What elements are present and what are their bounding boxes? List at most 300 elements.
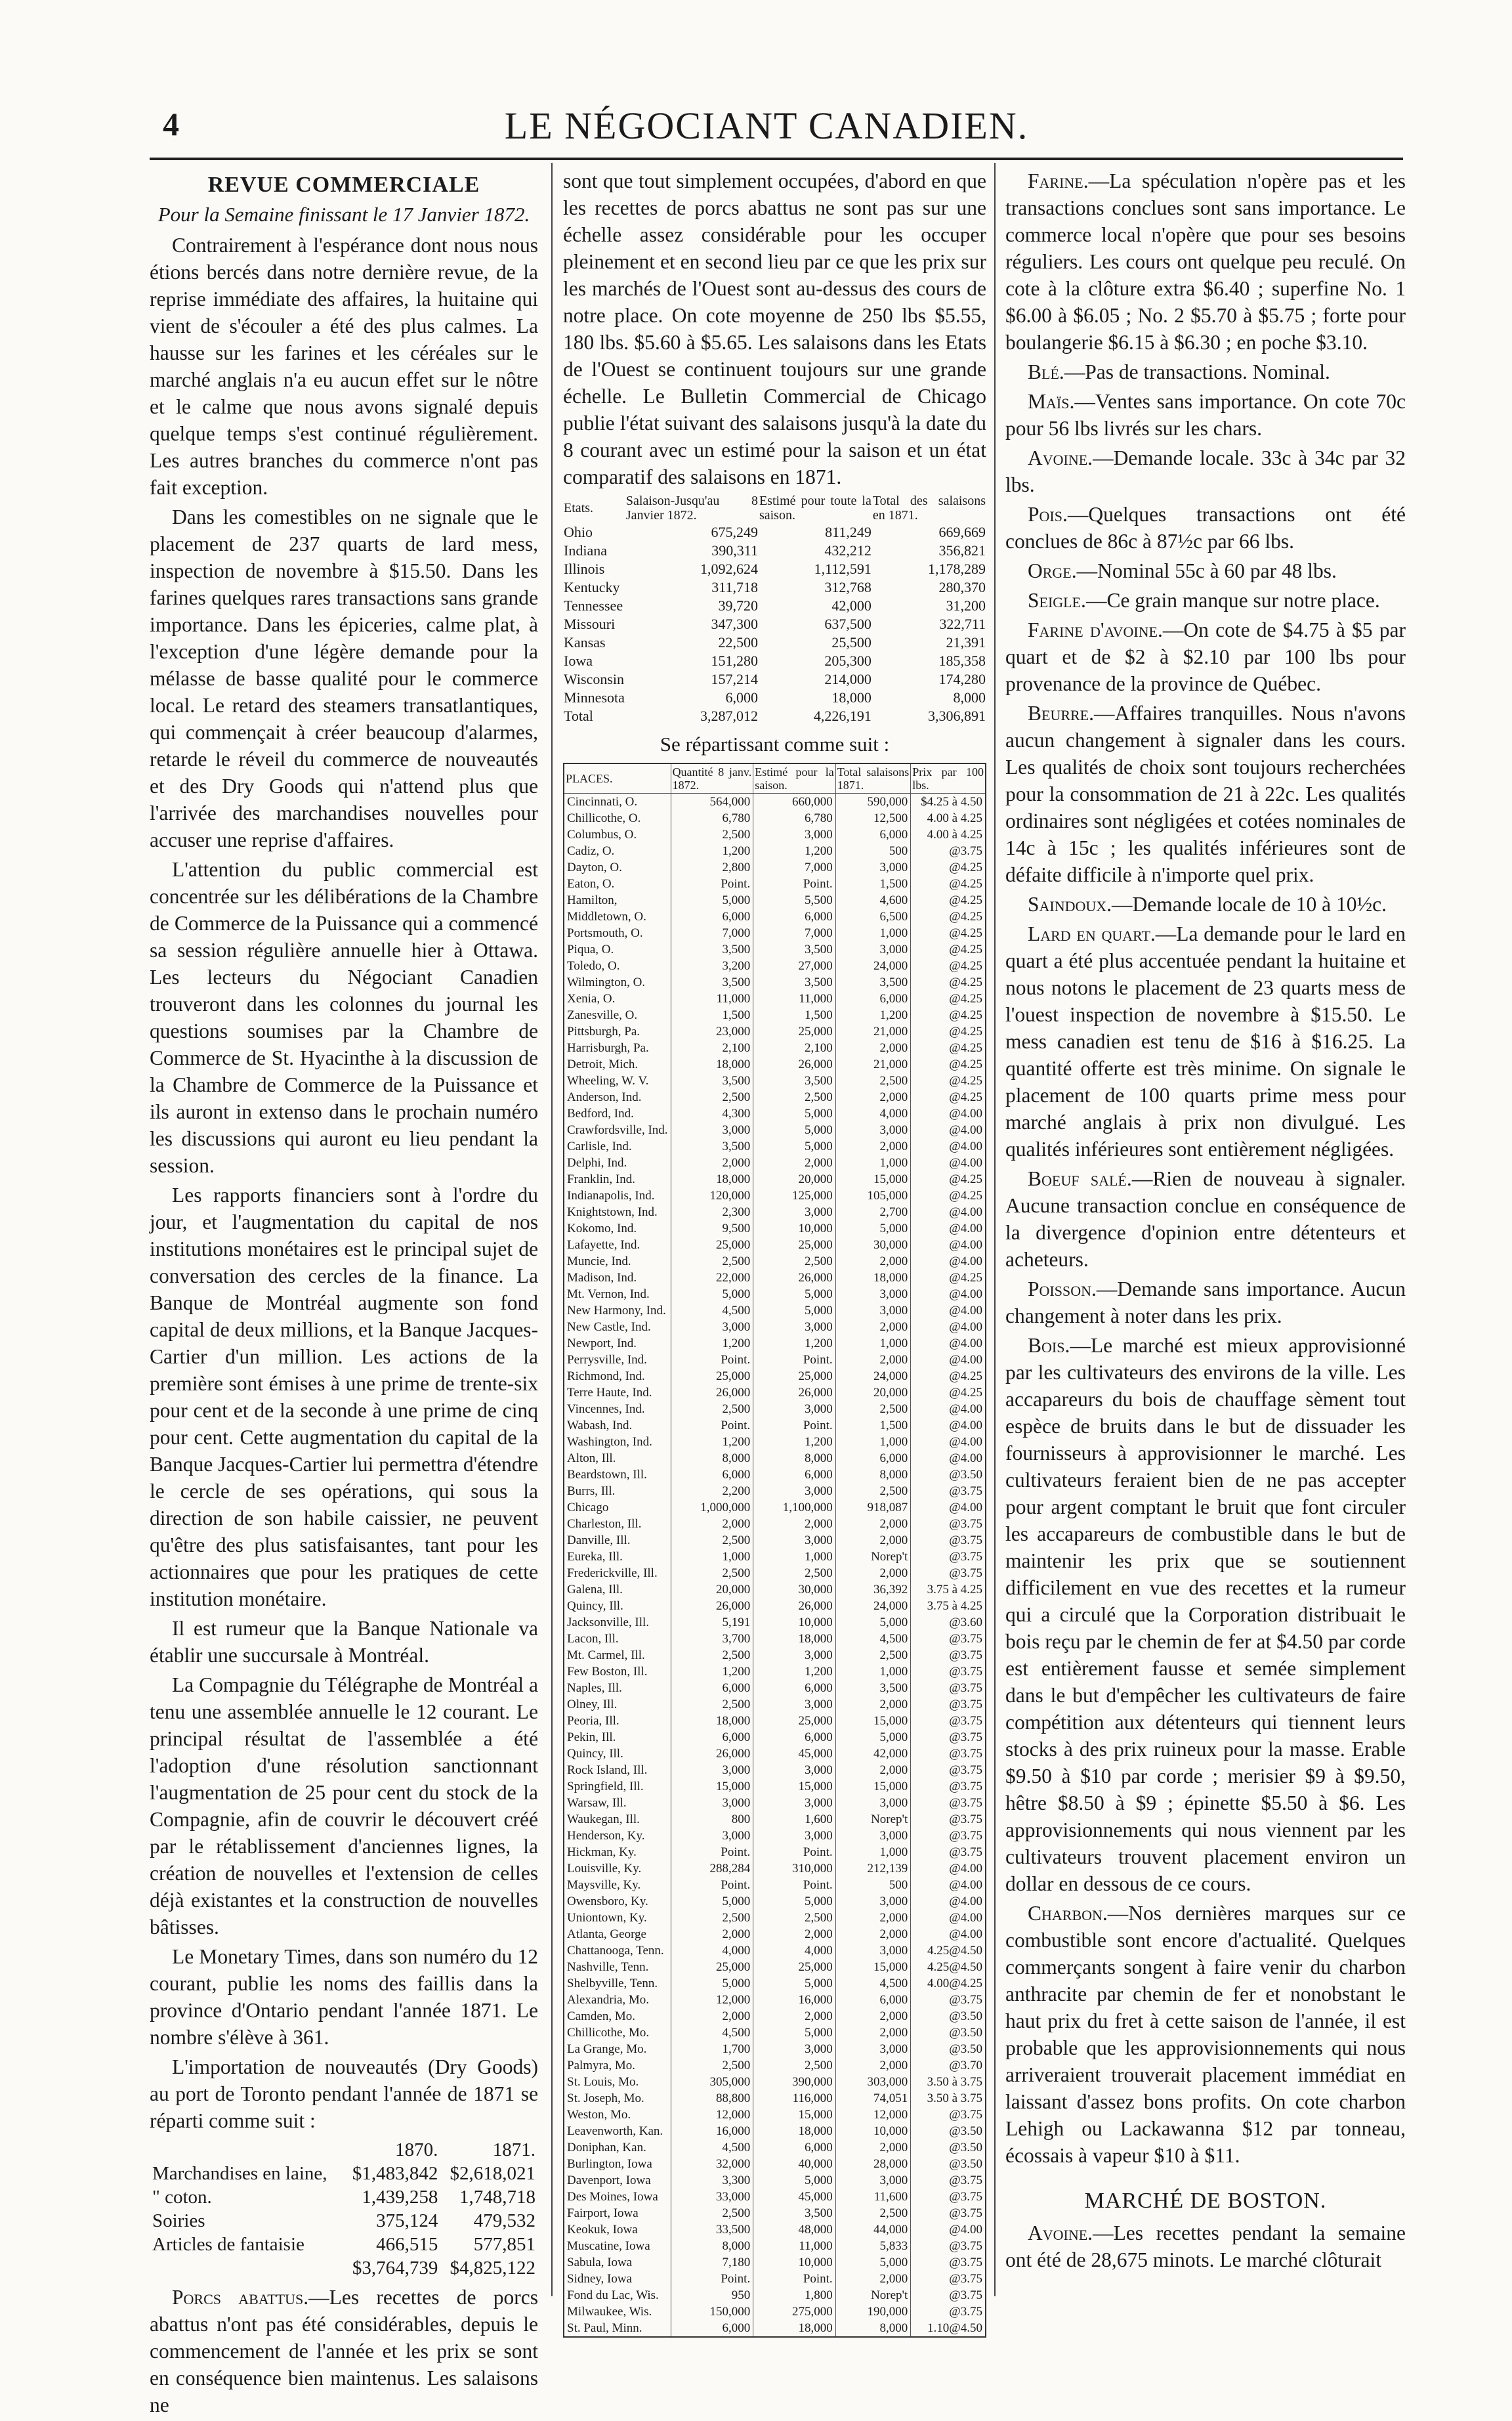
table-row [563, 633, 986, 652]
table-cell: 39,720 [718, 597, 758, 614]
table-cell: Point. [671, 876, 753, 892]
table-cell: @4.00 [911, 1926, 986, 1942]
table-row [564, 2221, 986, 2238]
table-cell: 25,000 [753, 1237, 835, 1253]
table-cell: @3.75 [911, 2254, 986, 2271]
table-cell: 6,780 [671, 810, 753, 826]
table-cell: 1,200 [671, 1335, 753, 1352]
table-cell: @4.00 [911, 1450, 986, 1467]
table-row [564, 1188, 986, 1204]
import-header [150, 2138, 343, 2162]
table-cell: @3.75 [911, 2205, 986, 2221]
table-cell: 1.10@4.50 [911, 2320, 986, 2337]
table-cell: 4.00@4.25 [911, 1975, 986, 1992]
table-cell: @3.75 [911, 1663, 986, 1680]
column-3 [1005, 167, 1406, 2276]
table-cell: 27,000 [753, 958, 835, 974]
market-text: —Pas de transactions. Nominal. [1064, 360, 1330, 383]
table-cell: @3.75 [911, 1762, 986, 1778]
table-cell: 10,000 [753, 1220, 835, 1237]
market-lead: Maïs. [1028, 390, 1075, 413]
market-lead: Orge. [1028, 559, 1077, 582]
table-cell: 15,000 [671, 1778, 753, 1795]
table-cell: 500 [835, 1877, 911, 1893]
table-cell: Perrysville, Ind. [564, 1352, 671, 1368]
table-cell: 125,000 [753, 1188, 835, 1204]
paragraph: Contrairement à l'espérance dont nous nous étions bercés dans notre dernière revue, de la reprise immédiate des affaires, la huitaine qui vient de s'écouler a été des plus calmes. La hausse sur les farines et les céréales sur le marché anglais n'a eu aucun effet sur le nôtre et le calme que nous avons signalé depuis quelque temps s'est continué régulièrement. Les autres branches du commerce n'ont pas fait exception. [150, 234, 538, 499]
table-cell: 2,500 [671, 1089, 753, 1105]
table-cell: @4.25 [911, 1384, 986, 1401]
table-cell: Ohio [564, 524, 593, 540]
table-cell: 3,500 [753, 2205, 835, 2221]
table-row [564, 1319, 986, 1335]
table-row [564, 2025, 986, 2041]
table-cell: 280,370 [938, 579, 986, 595]
table-row [563, 578, 986, 597]
table-cell: @3.75 [911, 843, 986, 859]
table-cell: 25,500 [831, 634, 872, 651]
table-cell: 3,000 [835, 2041, 911, 2057]
table-row [564, 1598, 986, 1614]
table-cell: Davenport, Iowa [564, 2172, 671, 2189]
table-row [564, 1663, 986, 1680]
table-cell: 120,000 [671, 1188, 753, 1204]
table-cell: 18,000 [753, 2320, 835, 2337]
table-cell: Keokuk, Iowa [564, 2221, 671, 2238]
table-cell: 347,300 [711, 616, 758, 632]
table-cell: Point. [753, 1352, 835, 1368]
table-row [563, 615, 986, 633]
table-cell: @3.75 [911, 1631, 986, 1647]
table-cell: 3,000 [671, 1122, 753, 1138]
table-cell: 185,358 [938, 653, 986, 669]
table-cell: 6,000 [753, 1467, 835, 1483]
table-cell: 26,000 [753, 1384, 835, 1401]
table-cell: 5,000 [835, 1729, 911, 1746]
table-cell: 6,500 [835, 909, 911, 925]
table-row [563, 523, 986, 542]
table-cell: Des Moines, Iowa [564, 2189, 671, 2205]
table-cell: Washington, Ind. [564, 1434, 671, 1450]
table-cell: 7,180 [671, 2254, 753, 2271]
table-cell: Pekin, Ill. [564, 1729, 671, 1746]
table-row [564, 1696, 986, 1713]
table-cell: 5,833 [835, 2238, 911, 2254]
table-cell: @4.00 [911, 1910, 986, 1926]
table-row [564, 1549, 986, 1565]
table-cell: @4.25 [911, 991, 986, 1007]
table-cell: 4.00 à 4.25 [911, 810, 986, 826]
table-cell: @3.50 [911, 2008, 986, 2025]
table-row [564, 1138, 986, 1155]
table-row [564, 1434, 986, 1450]
table-cell: @3.70 [911, 2057, 986, 2074]
table-row [564, 810, 986, 826]
table-row [564, 2287, 986, 2303]
table-cell: @3.75 [911, 1483, 986, 1499]
market-paragraph [1005, 1332, 1406, 1897]
market-text: —Ce grain manque sur notre place. [1085, 589, 1380, 612]
table-cell: Muscatine, Iowa [564, 2238, 671, 2254]
table-row [564, 1483, 986, 1499]
table-cell: 2,500 [671, 1532, 753, 1549]
table-cell: 4.25@4.50 [911, 1942, 986, 1959]
table-row [564, 1614, 986, 1631]
table-cell: 2,000 [835, 1696, 911, 1713]
table-cell: Knightstown, Ind. [564, 1204, 671, 1220]
table-row [564, 2205, 986, 2221]
table-row [564, 1516, 986, 1532]
table-cell: 1,200 [835, 1007, 911, 1023]
table-row [564, 2271, 986, 2287]
market-lead: Avoine. [1028, 446, 1093, 469]
table-cell: @4.00 [911, 1352, 986, 1368]
table-cell: 2,500 [671, 2205, 753, 2221]
table-cell: 310,000 [753, 1860, 835, 1877]
page-number: 4 [163, 106, 179, 142]
table-cell: 1,000 [835, 1335, 911, 1352]
table-row [564, 1795, 986, 1811]
market-lead: Pois. [1028, 503, 1068, 526]
table-cell: 390,311 [711, 542, 758, 559]
table-cell: 28,000 [835, 2156, 911, 2172]
table-row [564, 2008, 986, 2025]
table-cell: 1,200 [753, 1335, 835, 1352]
table-row [564, 876, 986, 892]
table-cell: 2,100 [753, 1040, 835, 1056]
table-row [564, 826, 986, 843]
table-cell: 1,500 [671, 1007, 753, 1023]
table-row [564, 1942, 986, 1959]
table-cell: 2,000 [835, 1253, 911, 1270]
market-text: —Le marché est mieux approvisionné par les cultivateurs des environs de la ville. Les accapareurs du bois de chauffage sèment tout espèce de bruits dans le but de dissuader les fournisseurs à approvisionner le marché. Les cultivateurs feraient bien de ne pas accepter pour argent comptant le bruit que font circuler les accapareurs de combustible dans le but de maintenir les prix que se soutiennent difficilement en vue des recettes et la rumeur qui a circulé que la Corporation distribuait le bois reçu par le chemin de fer at $4.50 par corde est entièrement fausse et semée simplement dans le but d'empêcher les cultivateurs de faire compétition aux détenteurs qui tiennent leurs stocks à des prix ruineux pour la masse. Erable $9.50 à $10 par corde ; merisier $9 à $9.50, hêtre $8.50 à $9 ; épinette $5.50 à $6. Les approvisionnements qui nous viennent par les cultivateurs trouvent placement environ un dollar en dessous de ce cours. [1005, 1334, 1406, 1895]
table-cell: @3.75 [911, 1696, 986, 1713]
table-cell: @4.25 [911, 1270, 986, 1286]
table-cell: 288,284 [671, 1860, 753, 1877]
table-cell: Danville, Ill. [564, 1532, 671, 1549]
table-row [564, 1073, 986, 1089]
table-cell: Springfield, Ill. [564, 1778, 671, 1795]
table-row [564, 925, 986, 941]
table-cell: 3,000 [671, 1762, 753, 1778]
table-cell: 25,000 [753, 1023, 835, 1040]
table-cell: Toledo, O. [564, 958, 671, 974]
table-cell: 311,718 [711, 579, 758, 595]
table-cell: Burlington, Iowa [564, 2156, 671, 2172]
table-cell: 8,000 [671, 1450, 753, 1467]
table-cell: @4.25 [911, 876, 986, 892]
table-cell: 6,000 [671, 1680, 753, 1696]
table-cell: @3.50 [911, 2123, 986, 2139]
table-row [564, 2303, 986, 2320]
table-cell: 26,000 [753, 1270, 835, 1286]
table-cell: 3,000 [753, 2041, 835, 2057]
table-row [564, 1893, 986, 1910]
places-header: PLACES. [564, 763, 671, 794]
table-row [564, 1746, 986, 1762]
table-row [564, 1450, 986, 1467]
table-cell: Chillicothe, O. [564, 810, 671, 826]
salaison-header: Estimé pour toute la saison. [759, 494, 872, 523]
table-row [564, 1811, 986, 1828]
table-cell: 116,000 [753, 2090, 835, 2107]
table-cell: 2,100 [671, 1040, 753, 1056]
table-cell: 25,000 [671, 1959, 753, 1975]
table-cell: 212,139 [835, 1860, 911, 1877]
table-cell: 20,000 [753, 1171, 835, 1188]
places-header: Estimé pour la saison. [753, 763, 835, 794]
table-cell: @3.50 [911, 1467, 986, 1483]
table-cell: 190,000 [835, 2303, 911, 2320]
table-row [564, 1532, 986, 1549]
table-cell: 4,226,191 [813, 708, 872, 724]
places-table [563, 763, 986, 2338]
table-cell: Wilmington, O. [564, 974, 671, 991]
table-cell: 25,000 [753, 1368, 835, 1384]
table-cell: Point. [671, 1877, 753, 1893]
market-paragraph [1005, 1165, 1406, 1273]
table-cell: 20,000 [671, 1581, 753, 1598]
table-row [564, 2254, 986, 2271]
table-cell [150, 2256, 343, 2280]
table-cell: 10,000 [835, 2123, 911, 2139]
porcs-text: —Les recettes de porcs abattus n'ont pas été considérables, depuis le commencement de l'année et les prix se sont en conséquence bien maintenus. Les salaisons ne [150, 2286, 538, 2416]
table-row [564, 1040, 986, 1056]
table-row [564, 1762, 986, 1778]
market-paragraph [1005, 358, 1406, 385]
table-cell: 305,000 [671, 2074, 753, 2090]
table-cell: 7,000 [753, 859, 835, 876]
table-cell: 6,000 [835, 826, 911, 843]
table-row [564, 909, 986, 925]
table-cell: @4.25 [911, 892, 986, 909]
table-cell: 2,000 [835, 1089, 911, 1105]
table-row [564, 1631, 986, 1647]
table-cell: 31,200 [946, 597, 986, 614]
table-cell: 1,500 [835, 876, 911, 892]
table-cell: 6,000 [753, 1729, 835, 1746]
table-cell: @3.75 [911, 2303, 986, 2320]
table-cell: @4.25 [911, 909, 986, 925]
table-cell: Fairport, Iowa [564, 2205, 671, 2221]
table-row [564, 1368, 986, 1384]
table-cell: 950 [671, 2287, 753, 2303]
market-text: —Ventes sans importance. On cote 70c pour 56 lbs livrés sur les chars. [1005, 390, 1406, 440]
table-row [564, 1417, 986, 1434]
table-cell: 30,000 [753, 1581, 835, 1598]
table-cell: @4.00 [911, 1434, 986, 1450]
table-cell: 3,500 [753, 1073, 835, 1089]
market-lead: Bois. [1028, 1334, 1070, 1357]
table-cell: @3.75 [911, 1647, 986, 1663]
table-cell: 2,500 [671, 826, 753, 843]
table-cell: 2,000 [835, 1910, 911, 1926]
table-cell: Quincy, Ill. [564, 1598, 671, 1614]
table-cell: @4.25 [911, 1056, 986, 1073]
table-cell: 3,000 [753, 1204, 835, 1220]
table-cell: Weston, Mo. [564, 2107, 671, 2123]
table-cell: 5,000 [835, 2254, 911, 2271]
table-cell: 590,000 [835, 794, 911, 811]
table-cell: 44,000 [835, 2221, 911, 2238]
table-cell: @4.25 [911, 859, 986, 876]
table-cell: 1,200 [753, 1663, 835, 1680]
table-cell: 1,200 [753, 1434, 835, 1450]
table-cell: 1,000 [835, 925, 911, 941]
table-cell: 8,000 [953, 689, 986, 706]
table-cell: @4.00 [911, 1105, 986, 1122]
table-cell: 32,000 [671, 2156, 753, 2172]
table-cell: 2,000 [671, 1516, 753, 1532]
table-cell: $4,825,122 [450, 2258, 536, 2279]
table-cell: @4.25 [911, 1023, 986, 1040]
table-row [564, 1992, 986, 2008]
table-cell: 18,000 [835, 1270, 911, 1286]
table-cell: 3,000 [671, 1828, 753, 1844]
table-row [564, 1581, 986, 1598]
table-cell: 6,000 [725, 689, 758, 706]
table-cell: 25,000 [671, 1237, 753, 1253]
table-cell: 36,392 [835, 1581, 911, 1598]
table-cell: 2,500 [753, 1089, 835, 1105]
table-cell: @3.50 [911, 2139, 986, 2156]
table-cell: Peoria, Ill. [564, 1713, 671, 1729]
market-paragraph [1005, 891, 1406, 918]
table-cell: @3.75 [911, 2287, 986, 2303]
table-cell: Sidney, Iowa [564, 2271, 671, 2287]
market-text: —Demande locale de 10 à 10½c. [1112, 893, 1387, 916]
table-cell: 432,212 [824, 542, 872, 559]
table-cell: 2,000 [835, 2008, 911, 2025]
table-cell: 2,200 [671, 1483, 753, 1499]
table-cell: Chillicothe, Mo. [564, 2025, 671, 2041]
table-cell: $1,483,842 [352, 2163, 438, 2184]
table-cell: @4.00 [911, 1302, 986, 1319]
table-cell: 4.00 à 4.25 [911, 826, 986, 843]
table-cell: 74,051 [835, 2090, 911, 2107]
market-lead: Seigle. [1028, 589, 1086, 612]
table-cell: 5,000 [671, 1975, 753, 1992]
table-cell: 3,000 [753, 1483, 835, 1499]
table-cell: Kansas [564, 634, 606, 651]
table-cell: Pittsburgh, Pa. [564, 1023, 671, 1040]
table-cell: 2,500 [835, 1483, 911, 1499]
table-row [564, 2041, 986, 2057]
table-cell: Frederickville, Ill. [564, 1565, 671, 1581]
table-cell: 2,000 [671, 1155, 753, 1171]
porcs-paragraph [150, 2284, 538, 2418]
table-row [564, 1565, 986, 1581]
table-cell: 5,000 [835, 1220, 911, 1237]
paragraph: L'importation de nouveautés (Dry Goods) au port de Toronto pendant l'année de 1871 se réparti comme suit : [150, 2055, 538, 2132]
table-row [564, 2156, 986, 2172]
table-cell: @4.00 [911, 2221, 986, 2238]
table-cell: 577,851 [473, 2234, 536, 2255]
column-divider-2 [994, 163, 996, 2296]
table-row [150, 2256, 538, 2280]
table-row [564, 1335, 986, 1352]
table-cell: Xenia, O. [564, 991, 671, 1007]
table-cell: 33,000 [671, 2189, 753, 2205]
market-paragraph [1005, 616, 1406, 697]
table-cell: 2,500 [671, 1647, 753, 1663]
table-cell: Piqua, O. [564, 941, 671, 958]
table-cell: 2,500 [671, 1696, 753, 1713]
table-cell: 2,500 [753, 2057, 835, 2074]
table-cell: Minnesota [564, 689, 625, 706]
table-row [564, 1302, 986, 1319]
import-header: 1870. [395, 2139, 438, 2160]
table-cell: Point. [671, 1417, 753, 1434]
table-row [564, 1204, 986, 1220]
table-cell: Portsmouth, O. [564, 925, 671, 941]
table-cell: Beardstown, Ill. [564, 1467, 671, 1483]
table-cell: 4,300 [671, 1105, 753, 1122]
table-cell: Doniphan, Kan. [564, 2139, 671, 2156]
table-cell: 1,600 [753, 1811, 835, 1828]
market-paragraph [1005, 700, 1406, 888]
table-cell: 2,700 [835, 1204, 911, 1220]
table-cell: 6,000 [835, 991, 911, 1007]
table-cell: 26,000 [671, 1384, 753, 1401]
table-cell: Burrs, Ill. [564, 1483, 671, 1499]
places-header: Quantité 8 janv. 1872. [671, 763, 753, 794]
table-cell: @3.75 [911, 1844, 986, 1860]
table-cell: Louisville, Ky. [564, 1860, 671, 1877]
table-cell: Point. [753, 1844, 835, 1860]
table-row [564, 1023, 986, 1040]
table-cell: Alton, Ill. [564, 1450, 671, 1467]
table-row [564, 2139, 986, 2156]
table-cell: 6,000 [753, 1680, 835, 1696]
table-cell: Quincy, Ill. [564, 1746, 671, 1762]
paragraph: La Compagnie du Télégraphe de Montréal a tenu une assemblée annuelle le 12 courant. Le principal résultat de l'assemblée a été l'adoption d'une résolution sanctionnant l'augmentation de 25 pour cent du stock de la Compagnie, afin de couvrir le découvert créé par le rétablissement d'anciennes lignes, la création de nouvelles et l'extension de celles déjà existantes et la construction de nouvelles bâtisses. [150, 1673, 538, 1939]
table-cell: Chicago [564, 1499, 671, 1516]
table-cell: 3,000 [753, 1319, 835, 1335]
table-cell: @4.00 [911, 1877, 986, 1893]
table-cell: 3,000 [671, 1319, 753, 1335]
table-cell: 3,287,012 [700, 708, 758, 724]
table-cell: 18,000 [831, 689, 872, 706]
table-cell: Point. [753, 2271, 835, 2287]
table-cell: $4.25 à 4.50 [911, 794, 986, 811]
table-cell: @4.25 [911, 925, 986, 941]
table-row [564, 1155, 986, 1171]
table-cell: 11,600 [835, 2189, 911, 2205]
table-row [564, 1778, 986, 1795]
table-cell: 15,000 [835, 1959, 911, 1975]
market-lead: Poisson. [1028, 1277, 1097, 1300]
table-cell: 20,000 [835, 1384, 911, 1401]
table-cell: 16,000 [753, 1992, 835, 2008]
table-cell: Muncie, Ind. [564, 1253, 671, 1270]
table-cell: St. Joseph, Mo. [564, 2090, 671, 2107]
table-cell: 3,000 [835, 1795, 911, 1811]
table-cell: 3,000 [753, 826, 835, 843]
table-cell: Eureka, Ill. [564, 1549, 671, 1565]
table-cell: 2,500 [835, 1073, 911, 1089]
table-cell: 2,000 [835, 1532, 911, 1549]
table-cell: 1,092,624 [700, 561, 758, 577]
table-row [564, 859, 986, 876]
market-text: —Affaires tranquilles. Nous n'avons aucun changement à signaler dans les cours. Les qualités de choix sont toujours recherchées pour la consommation de 21 à 22c. Les qualités ordinaires sont négligées et cotées nominales de 14c à 15c ; les qualités inférieures sont de défaite difficile à n'importe quel prix. [1005, 702, 1406, 886]
table-cell: @3.75 [911, 2189, 986, 2205]
table-cell: 466,515 [376, 2234, 438, 2255]
table-cell: 1,000 [835, 1663, 911, 1680]
table-cell: @3.75 [911, 2107, 986, 2123]
table-cell: Richmond, Ind. [564, 1368, 671, 1384]
salaison-header: Salaison-Jusqu'au 8 Janvier 1872. [625, 494, 758, 523]
